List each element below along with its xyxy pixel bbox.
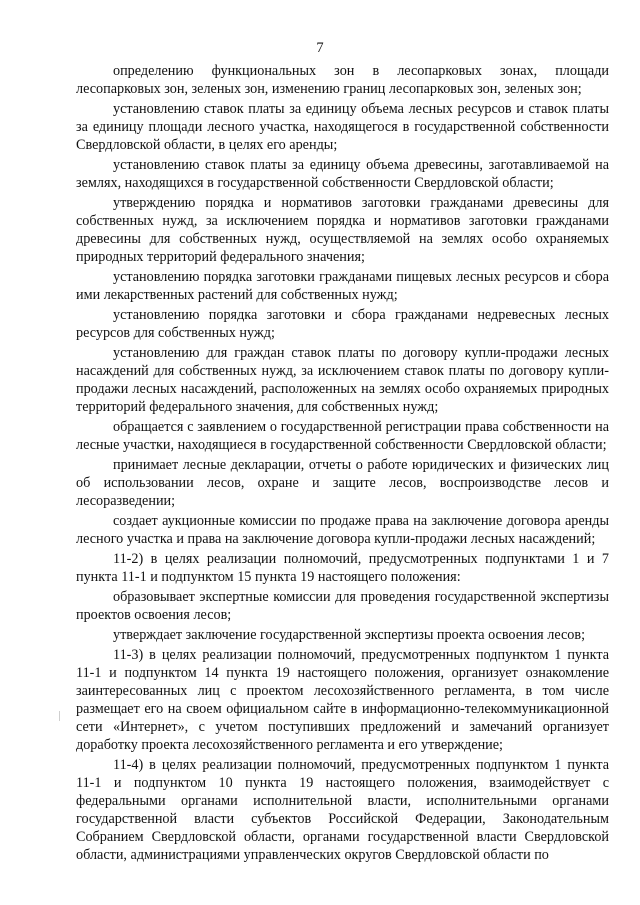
paragraph: принимает лесные декларации, отчеты о работе юридических и физических лиц об использовании лесов, охране и защите лесов, воспроизводстве лесов и лесоразведении;	[76, 457, 609, 509]
paragraph: установлению порядка заготовки и сбора гражданами недревесных лесных ресурсов для собственных нужд;	[76, 307, 609, 341]
margin-mark	[59, 711, 63, 721]
document-body	[76, 62, 609, 866]
paragraph: установлению ставок платы за единицу объема древесины, заготавливаемой на землях, находящихся в государственной собственности Свердловской области;	[76, 157, 609, 191]
page-number: 7	[316, 40, 324, 56]
paragraph: 11-2) в целях реализации полномочий, предусмотренных подпунктами 1 и 7 пункта 11-1 и подпунктом 15 пункта 19 настоящего положения:	[76, 551, 609, 585]
paragraph: 11-4) в целях реализации полномочий, предусмотренных подпунктом 1 пункта 11-1 и подпунктом 10 пункта 19 настоящего положения, взаимодействует с федеральными органами исполнительной власти, исполнительными органами государственной власти субъектов Российской Федерации, Законодательным Собранием Свердловской области, органами государственной власти Свердловской области, администрациями управленческих округов Свердловской области по	[76, 757, 609, 863]
paragraph: определению функциональных зон в лесопарковых зонах, площади лесопарковых зон, зеленых зон, изменению границ лесопарковых зон, зеленых зон;	[76, 63, 609, 97]
paragraph: создает аукционные комиссии по продаже права на заключение договора аренды лесного участка и права на заключение договора купли-продажи лесных насаждений;	[76, 513, 609, 547]
paragraph: установлению для граждан ставок платы по договору купли-продажи лесных насаждений для собственных нужд, за исключением ставок платы по договору купли-продажи лесных насаждений, расположенных на землях особо охраняемых природных территорий федерального значения, для собственных нужд;	[76, 345, 609, 415]
paragraph: утверждает заключение государственной экспертизы проекта освоения лесов;	[113, 627, 586, 643]
paragraph: установлению порядка заготовки гражданами пищевых лесных ресурсов и сбора ими лекарственных растений для собственных нужд;	[76, 269, 609, 303]
paragraph: 11-3) в целях реализации полномочий, предусмотренных подпунктом 1 пункта 11-1 и подпунктом 14 пункта 19 настоящего положения, организует ознакомление заинтересованных лиц с проектом лесохозяйственного регламента, в том числе размещает его на своем официальном сайте в информационно-телекоммуникационной сети «Интернет», с учетом поступивших предложений и замечаний организует доработку проекта лесохозяйственного регламента и его утверждение;	[76, 647, 609, 753]
paragraph: обращается с заявлением о государственной регистрации права собственности на лесные участки, находящиеся в государственной собственности Свердловской области;	[76, 419, 609, 453]
paragraph: утверждению порядка и нормативов заготовки гражданами древесины для собственных нужд, за исключением порядка и нормативов заготовки гражданами древесины для собственных нужд, осуществляемой на землях особо охраняемых природных территорий федерального значения;	[76, 195, 609, 265]
paragraph: образовывает экспертные комиссии для проведения государственной экспертизы проектов освоения лесов;	[76, 589, 609, 623]
paragraph: установлению ставок платы за единицу объема лесных ресурсов и ставок платы за единицу площади лесного участка, находящегося в государственной собственности Свердловской области, в целях его аренды;	[76, 101, 609, 153]
